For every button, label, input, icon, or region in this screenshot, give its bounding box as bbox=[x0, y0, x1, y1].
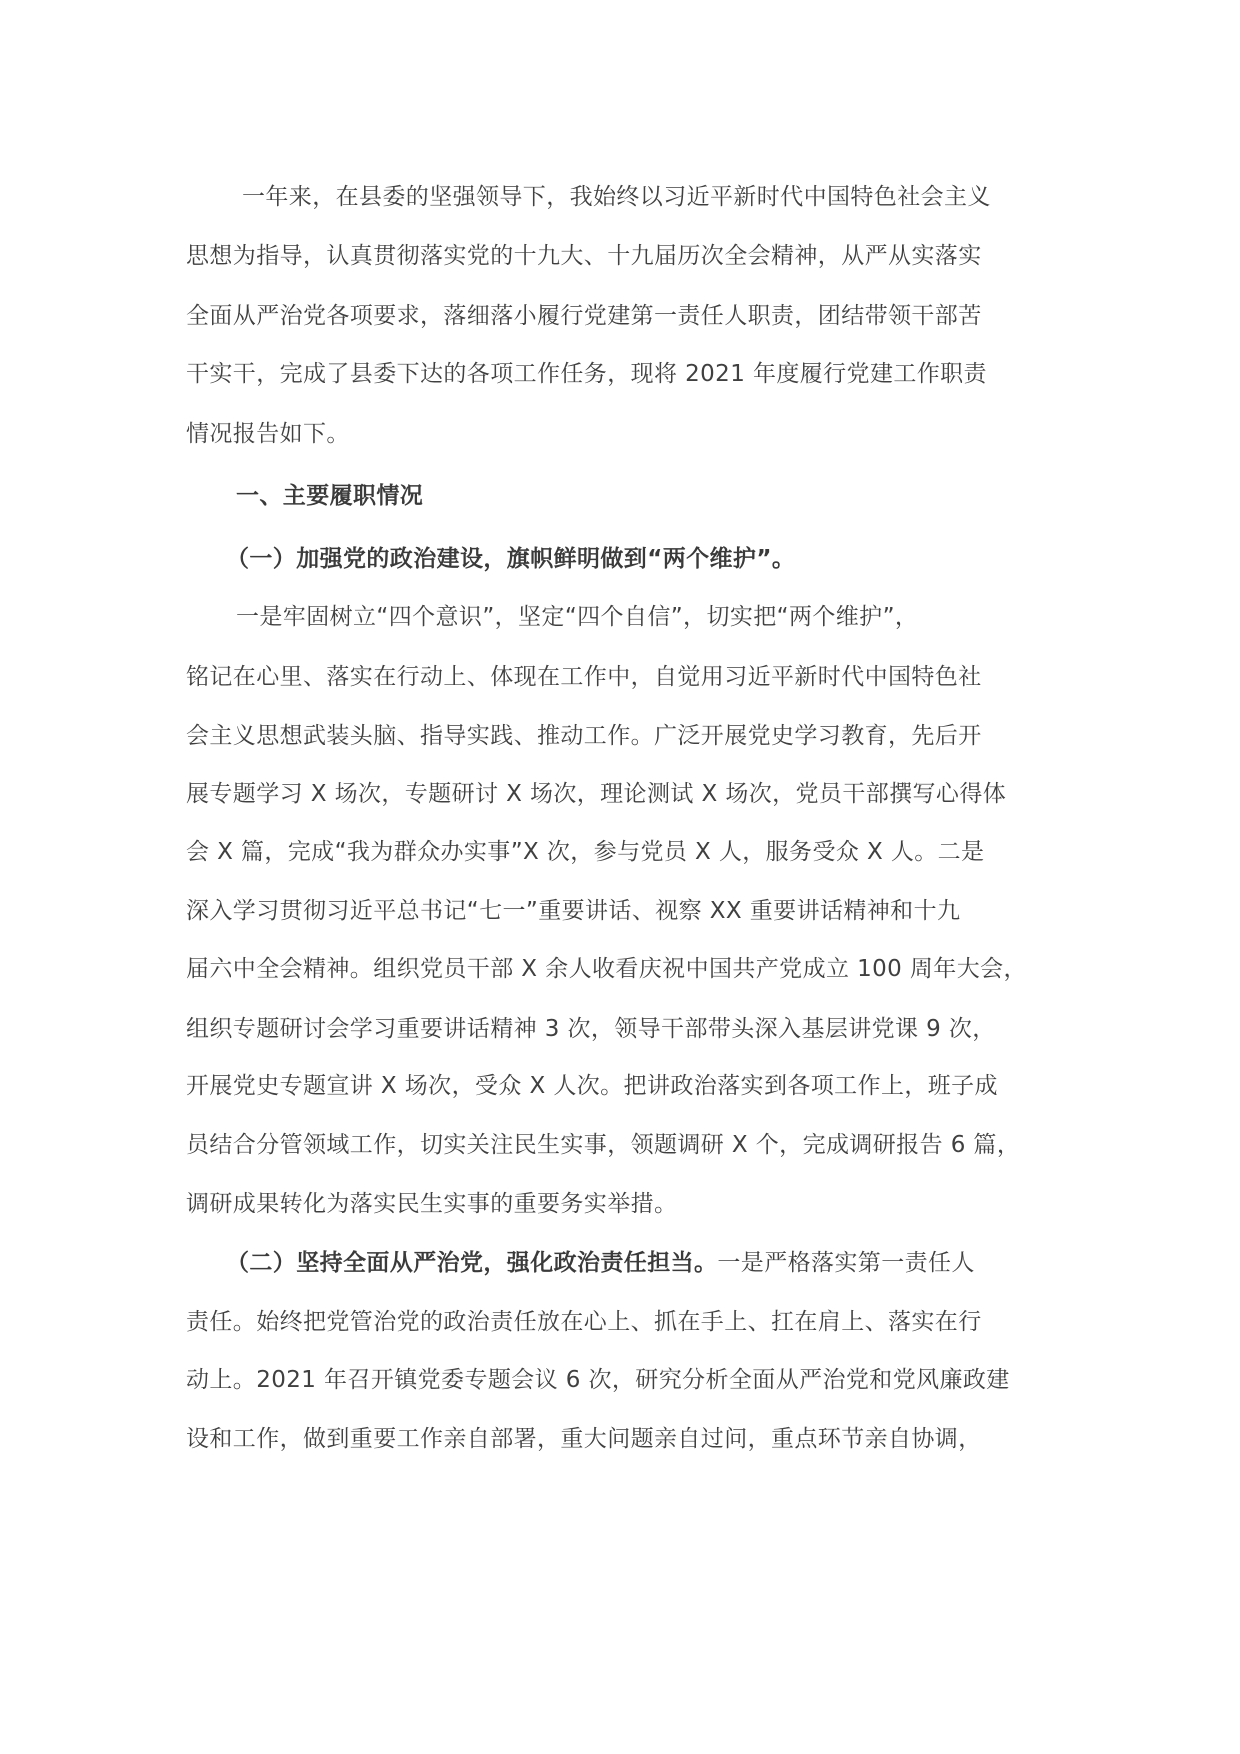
section2-first-line bbox=[226, 1248, 975, 1278]
section1-line-3: 会主义思想武装头脑、指导实践、推动工作。广泛开展党史学习教育，先后开 bbox=[186, 723, 982, 749]
intro-line-4: 干实干，完成了县委下达的各项工作任务，现将 2021 年度履行党建工作职责 bbox=[186, 361, 987, 387]
heading-main-duties: 一、主要履职情况 bbox=[236, 483, 424, 509]
section2-line-2: 动上。2021 年召开镇党委专题会议 6 次，研究分析全面从严治党和党风廉政建 bbox=[186, 1367, 1010, 1393]
intro-line-2: 思想为指导，认真贯彻落实党的十九大、十九届历次全会精神，从严从实落实 bbox=[186, 243, 982, 269]
section1-line-1: 一是牢固树立“四个意识”，坚定“四个自信”，切实把“两个维护”， bbox=[236, 604, 919, 630]
intro-line-1: 一年来，在县委的坚强领导下，我始终以习近平新时代中国特色社会主义 bbox=[242, 184, 991, 210]
intro-line-3: 全面从严治党各项要求，落细落小履行党建第一责任人职责，团结带领干部苦 bbox=[186, 303, 982, 329]
section1-line-4: 展专题学习 X 场次，专题研讨 X 场次，理论测试 X 场次，党员干部撰写心得体 bbox=[186, 781, 1007, 807]
section1-line-2: 铭记在心里、落实在行动上、体现在工作中，自觉用习近平新时代中国特色社 bbox=[186, 664, 982, 690]
section1-line-8: 组织专题研讨会学习重要讲话精神 3 次，领导干部带头深入基层讲党课 9 次， bbox=[186, 1016, 996, 1042]
section2-heading: （二）坚持全面从严治党，强化政治责任担当。 bbox=[226, 1250, 718, 1276]
section1-line-7: 届六中全会精神。组织党员干部 X 余人收看庆祝中国共产党成立 100 周年大会， bbox=[186, 956, 1027, 982]
section1-line-11: 调研成果转化为落实民生实事的重要务实举措。 bbox=[186, 1191, 678, 1217]
section2-first-line-rest: 一是严格落实第一责任人 bbox=[717, 1250, 975, 1276]
section2-line-3: 设和工作，做到重要工作亲自部署，重大问题亲自过问，重点环节亲自协调， bbox=[186, 1426, 982, 1452]
section2-line-1: 责任。始终把党管治党的政治责任放在心上、抓在手上、扛在肩上、落实在行 bbox=[186, 1309, 982, 1335]
section1-line-9: 开展党史专题宣讲 X 场次，受众 X 人次。把讲政治落实到各项工作上，班子成 bbox=[186, 1073, 998, 1099]
section1-line-5: 会 X 篇，完成“我为群众办实事”X 次，参与党员 X 人，服务受众 X 人。二是 bbox=[186, 839, 985, 865]
section1-line-10: 员结合分管领域工作，切实关注民生实事，领题调研 X 个，完成调研报告 6 篇， bbox=[186, 1132, 1021, 1158]
intro-line-5: 情况报告如下。 bbox=[186, 421, 350, 447]
section1-heading: （一）加强党的政治建设，旗帜鲜明做到“两个维护”。 bbox=[226, 546, 796, 572]
section1-line-6: 深入学习贯彻习近平总书记“七一”重要讲话、视察 XX 重要讲话精神和十九 bbox=[186, 898, 961, 924]
